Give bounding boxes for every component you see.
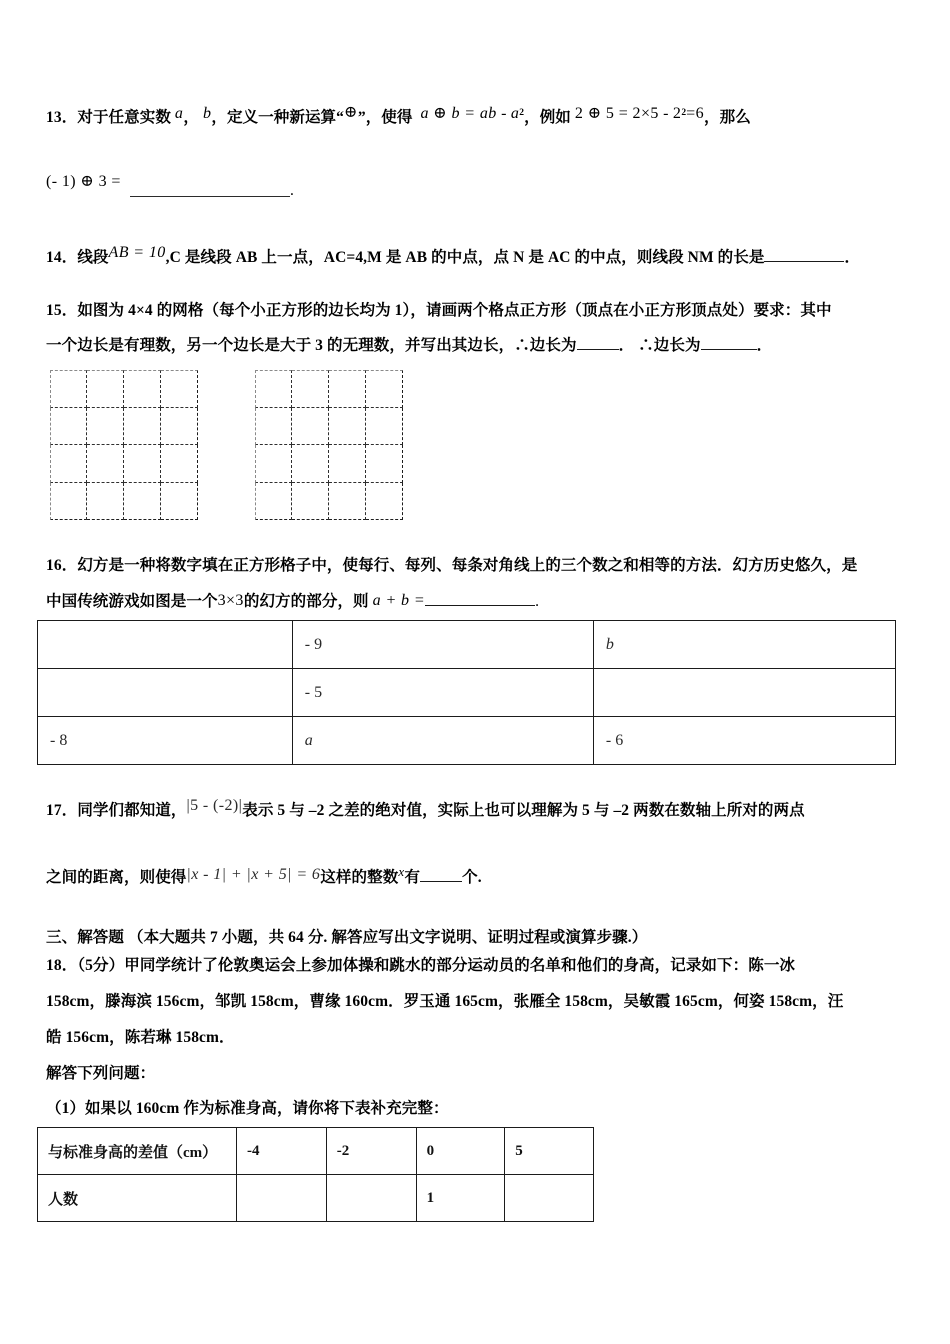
table-row [38,717,896,765]
heights-diff-value-0[interactable]: -4 [236,1128,326,1175]
magic-cell-r2c2[interactable]: - 6 [593,717,895,765]
q14-label: 线段 [77,249,109,266]
section-three-header: 三、解答题 （本大题共 7 小题，共 64 分. 解答应写出文字说明、证明过程或演算步骤.） [46,929,648,946]
grid-cell [50,445,87,483]
q13-answer-expression: (- 1) ⊕ 3 = [46,173,121,190]
table-row [38,621,896,669]
grid-cell [87,370,124,408]
q13-text-b: ，定义一种新运算 [211,109,337,127]
q18-points: （5分） [77,957,125,974]
grid-cell [292,483,329,521]
question-17-line-2 [46,864,482,886]
q13-example-exponent: 2 [681,108,687,118]
magic-cell-r0c2[interactable]: b [593,621,895,669]
q13-formula-base: a [510,105,520,123]
grid-cell [124,483,161,521]
q17-text-line1-a: 同学们都知道， [77,802,187,819]
magic-cell-r2c0[interactable]: - 8 [38,717,293,765]
question-16-line-1 [46,558,857,574]
q13-comma-1: ， [183,109,199,127]
q17-text-line1-b: 表示 5 与 –2 之差的绝对值，实际上也可以理解为 5 与 –2 两数在数轴上所对的两点 [242,802,805,819]
q13-answer-blank[interactable] [130,196,290,197]
table-row [38,1128,594,1175]
magic-cell-r1c0[interactable] [38,669,293,717]
q15-text-line2-c: ． [756,337,773,354]
grid-figure-right[interactable] [255,370,403,520]
q17-number: 17． [46,802,78,819]
q17-equation: |x - 1| + |x + 5| = 6 [186,866,321,883]
grid-cell [124,370,161,408]
grid-cell [50,370,87,408]
grid-cell [87,408,124,446]
grid-cell [329,445,366,483]
q16-answer-blank[interactable] [425,605,535,606]
grid-cell [161,370,198,408]
q15-answer-blank-1[interactable] [577,349,619,350]
grid-cell [161,483,198,521]
table-row [38,1175,594,1222]
q18-number: 18． [46,957,78,974]
q16-period: . [535,593,540,610]
q16-dimension: 3×3 [217,592,244,609]
grid-cell [50,408,87,446]
q14-period: ． [844,249,861,266]
q14-expression: AB = 10 [108,244,166,261]
magic-cell-r1c2[interactable] [593,669,895,717]
q16-number: 16． [46,557,78,574]
q17-variable-x: x [398,864,405,879]
q13-text-c: ，使得 [365,109,413,127]
heights-difference-table [37,1127,594,1222]
question-15-line-1 [46,303,832,319]
grid-cell [366,445,403,483]
q15-text-line2-b: ． ∴边长为 [618,337,701,354]
q15-text-line1: 如图为 4×4 的网格（每个小正方形的边长均为 1），请画两个格点正方形（顶点在小正方形顶点处）要求：其中 [77,302,832,319]
q18-text-line1: 甲同学统计了伦敦奥运会上参加体操和跳水的部分运动员的名单和他们的身高，记录如下：陈一冰 [124,957,796,974]
q13-formula-exponent: 2 [519,108,525,118]
heights-count-value-2[interactable]: 1 [416,1175,505,1222]
grid-cell [255,483,292,521]
magic-cell-r0c1[interactable]: - 9 [292,621,593,669]
q17-absolute-value-example: |5 - (-2)| [186,797,243,814]
grid-figure-left[interactable] [50,370,198,520]
question-17-line-1 [46,797,805,819]
grid-cell [255,408,292,446]
magic-cell-r2c1[interactable]: a [292,717,593,765]
q15-text-line2-a: 一个边长是有理数，另一个边长是大于 3 的无理数，并写出其边长，∴边长为 [46,337,577,354]
question-18-prompt: 解答下列问题： [46,1065,156,1082]
question-18-line-1 [46,958,795,974]
q13-comma-2: ，例如 [524,109,571,127]
q13-text-a: 对于任意实数 [77,109,171,127]
grid-cell [366,370,403,408]
q13-period: . [290,182,294,199]
q13-var-b: b [202,105,212,123]
q13-formula-definition: a ⊕ b = ab - [420,105,507,123]
question-18-line-3: 皓 156cm，陈若琳 158cm． [46,1029,235,1046]
grid-cell [124,408,161,446]
q15-number: 15． [46,302,78,319]
heights-count-value-0[interactable] [236,1175,326,1222]
heights-row-header-diff: 与标准身高的差值（cm） [38,1128,237,1175]
grid-cell [124,445,161,483]
heights-diff-value-1[interactable]: -2 [326,1128,416,1175]
q13-number: 13． [46,109,78,127]
grid-cell [161,445,198,483]
question-15-line-2 [46,338,772,354]
q14-text: ,C 是线段 AB 上一点，AC=4,M 是 AB 的中点，点 N 是 AC 的中点，则线段 NM 的长是 [165,249,765,266]
q14-answer-blank[interactable] [764,261,844,262]
grid-cell [255,370,292,408]
grid-cell [366,483,403,521]
magic-square-table [37,620,896,765]
heights-diff-value-3[interactable]: 5 [505,1128,594,1175]
q17-text-line2-c: 有 [404,869,421,886]
grid-cell [87,483,124,521]
grid-cell [329,370,366,408]
question-18-line-2: 158cm，滕海滨 156cm，邹凯 158cm，曹缘 160cm．罗玉通 165cm，张雁全 158cm，吴敏霞 165cm，何姿 158cm，汪 [46,993,844,1010]
table-row [38,669,896,717]
magic-cell-r1c1[interactable]: - 5 [292,669,593,717]
question-18-sub-1: （1）如果以 160cm 作为标准身高，请你将下表补充完整： [46,1100,449,1117]
q13-example: 2 ⊕ 5 = 2×5 - [574,105,669,123]
q13-quote-open: “ [336,109,345,127]
grid-cell [329,483,366,521]
question-13-line-2 [46,174,121,190]
q13-example-base: 2 [672,105,682,123]
heights-row-header-count: 人数 [38,1175,237,1222]
q14-number: 14． [46,249,78,266]
q13-text-d: ，那么 [704,109,751,127]
grid-cell [292,370,329,408]
heights-diff-value-2[interactable]: 0 [416,1128,505,1175]
q13-quote-close: ” [357,109,366,127]
grid-cell [292,408,329,446]
question-14 [46,244,861,266]
magic-cell-r0c0[interactable] [38,621,293,669]
question-13-line-1 [46,104,751,127]
q15-answer-blank-2[interactable] [701,349,757,350]
q16-text-line2-b: 的幻方的部分，则 [243,593,369,610]
grid-cell [292,445,329,483]
grid-cell [50,483,87,521]
question-16-line-2 [46,594,539,610]
q16-expression: a + b = [372,592,426,609]
grid-cell [87,445,124,483]
oplus-icon: ⊕ [344,104,358,122]
q17-text-line2-d: 个. [462,869,482,886]
grid-cell [366,408,403,446]
q13-var-a: a [174,105,184,123]
q17-answer-blank[interactable] [420,881,462,882]
q17-text-line2-b: 这样的整数 [320,869,399,886]
q17-text-line2-a: 之间的距离，则使得 [46,869,187,886]
heights-count-value-3[interactable] [505,1175,594,1222]
grid-cell [161,408,198,446]
grid-cell [329,408,366,446]
q16-text-line1: 幻方是一种将数字填在正方形格子中，使每行、每列、每条对角线上的三个数之和相等的方法．幻方历史悠久，是 [77,557,858,574]
heights-count-value-1[interactable] [326,1175,416,1222]
grid-cell [255,445,292,483]
q13-example-tail: =6 [686,105,704,123]
q16-text-line2-a: 中国传统游戏如图是一个 [46,593,218,610]
